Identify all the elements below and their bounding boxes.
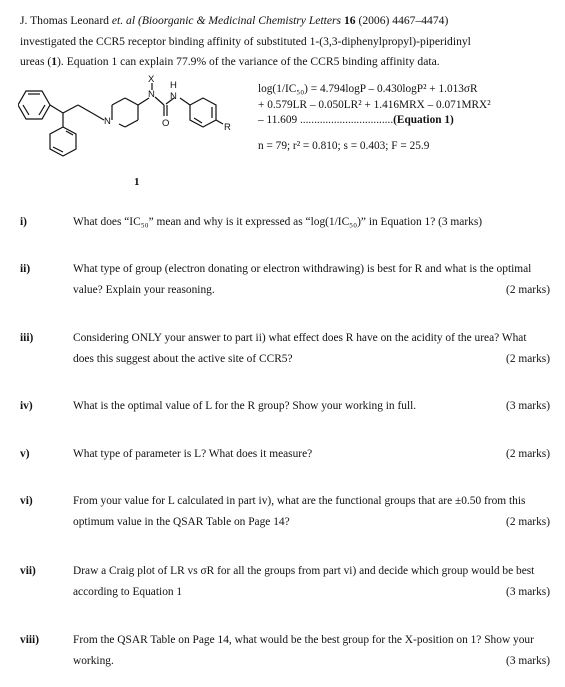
label-o: O	[162, 118, 170, 129]
chemical-structure	[18, 74, 238, 174]
equation-line-3: – 11.609 .................................	[258, 114, 394, 126]
et-al: et. al	[111, 14, 136, 27]
equation-line-1: log(1/IC₅₀) = 4.794logP – 0.430logP² + 1.013σR	[258, 83, 478, 95]
phenyl-ring-left	[18, 91, 50, 119]
compound-ref: 1	[51, 55, 58, 68]
equation-line-2: + 0.579LR – 0.050LR² + 1.416MRX – 0.071MRX²	[258, 98, 491, 111]
intro-paragraph	[20, 11, 550, 73]
question-text: What does “IC₅₀” mean and why is it expressed as “log(1/IC₅₀)” in Equation 1? (3 marks)	[73, 216, 483, 228]
equation-1	[258, 82, 548, 129]
journal-name: (Bioorganic & Medicinal Chemistry Letters	[137, 14, 342, 27]
question-text: What is the optimal value of L for the R group? Show your working in full.	[73, 400, 417, 412]
question-marks: (3 marks)	[506, 655, 550, 667]
question-text: What type of group (electron donating or electron withdrawing) is best for R and what is the optimal value? Explain your reasoning.	[73, 263, 532, 296]
label-x: X	[148, 74, 155, 85]
question-text: What type of parameter is L? What does it measure?	[73, 448, 313, 460]
question-number: i)	[20, 216, 27, 228]
journal-volume: 16	[343, 14, 356, 27]
question-marks: (2 marks)	[506, 284, 550, 296]
question-marks: (2 marks)	[506, 516, 550, 528]
question-marks: (3 marks)	[506, 586, 550, 598]
question-text: From your value for L calculated in part iv), what are the functional groups that are ±0.50 from this optimum value in the QSAR Table on Page 14?	[73, 495, 526, 528]
authors: J. Thomas Leonard	[20, 14, 109, 27]
journal-year-pages: (2006) 4467–4474)	[358, 14, 449, 27]
label-r: R	[224, 122, 231, 133]
question-number: iii)	[20, 332, 34, 344]
compound-number: 1	[134, 176, 140, 188]
question-number: vii)	[20, 565, 36, 577]
intro-line-3b: ). Equation 1 can explain 77.9% of the variance of the CCR5 binding affinity data.	[57, 55, 440, 68]
question-number: v)	[20, 448, 30, 460]
question-number: viii)	[20, 634, 39, 646]
equation-label: (Equation 1)	[393, 114, 454, 126]
question-number: ii)	[20, 263, 31, 275]
intro-line-2: investigated the CCR5 receptor binding affinity of substituted 1-(3,3-diphenylpropyl)-piperidinyl	[20, 34, 471, 48]
question-number: iv)	[20, 400, 33, 412]
question-text: Draw a Craig plot of LR vs σR for all the groups from part vi) and decide which group would be best according to Equation 1	[73, 565, 535, 598]
question-marks: (2 marks)	[506, 448, 550, 460]
question-marks: (3 marks)	[506, 400, 550, 412]
intro-line-3a: ureas (	[20, 55, 52, 68]
label-n-urea-1: N	[148, 89, 155, 100]
question-number: vi)	[20, 495, 33, 507]
equation-statistics: n = 79; r² = 0.810; s = 0.403; F = 25.9	[258, 140, 430, 152]
label-h: H	[170, 80, 177, 91]
question-text: From the QSAR Table on Page 14, what would be the best group for the X-position on 1? Show your working.	[73, 634, 534, 667]
question-marks: (2 marks)	[506, 353, 550, 365]
question-text: Considering ONLY your answer to part ii) what effect does R have on the acidity of the urea? What does this suggest about the active site of CCR5?	[73, 332, 527, 365]
label-n-urea-2: N	[170, 91, 177, 102]
label-n-piperidine: N	[104, 116, 111, 127]
